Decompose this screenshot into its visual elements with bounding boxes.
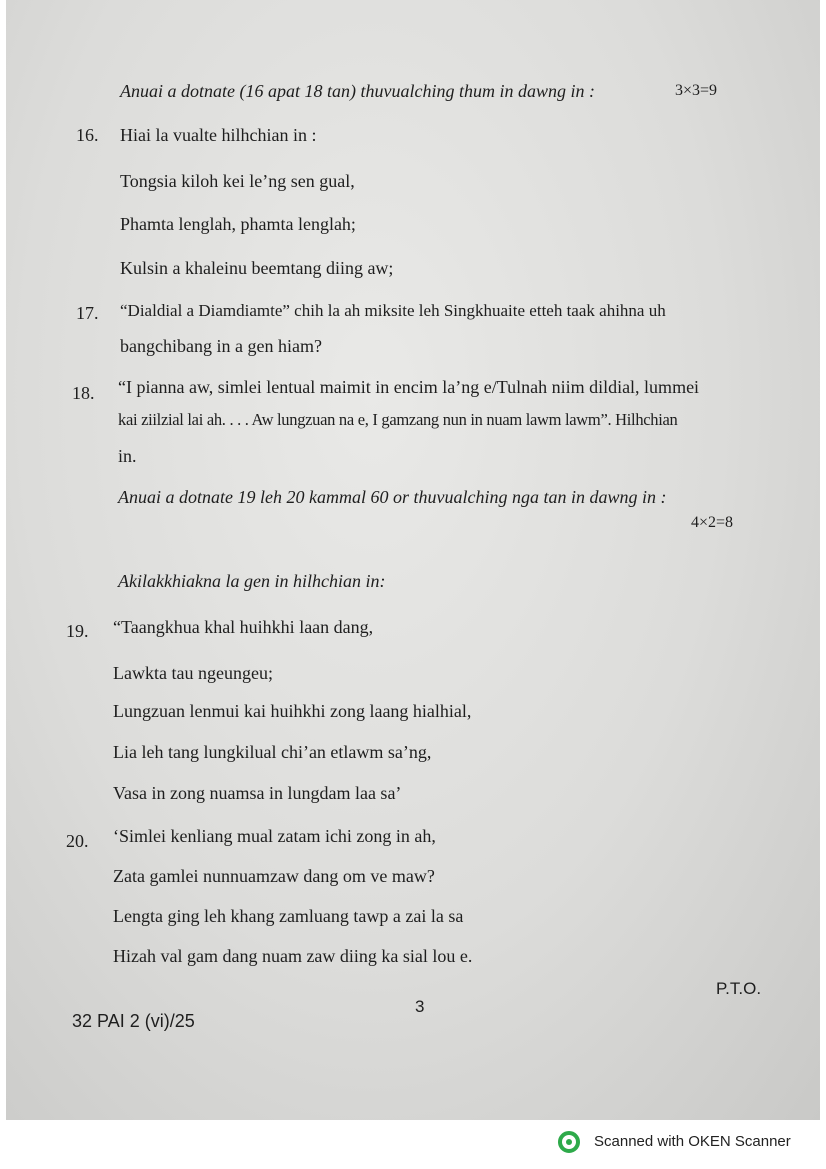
question-16-line-2: Phamta lenglah, phamta lenglah; (120, 214, 356, 234)
question-16-line-1: Tongsia kiloh kei le’ng sen gual, (120, 171, 355, 191)
question-19-line-5: Vasa in zong nuamsa in lungdam laa sa’ (113, 783, 402, 803)
section-2-sub-instruction: Akilakkhiakna la gen in hilhchian in: (118, 571, 386, 591)
question-16-line-3: Kulsin a khaleinu beemtang diing aw; (120, 258, 394, 278)
question-20-line-2: Zata gamlei nunnuamzaw dang om ve maw? (113, 866, 435, 886)
question-18-line-1: “I pianna aw, simlei lentual maimit in encim la’ng e/Tulnah niim dildial, lummei (118, 377, 700, 397)
oken-scanner-logo-icon (558, 1131, 580, 1153)
question-16-prompt: Hiai la vualte hilhchian in : (120, 125, 317, 145)
question-19-line-4: Lia leh tang lungkilual chi’an etlawm sa’ng, (113, 742, 432, 762)
question-19-line-2: Lawkta tau ngeungeu; (113, 663, 273, 683)
question-20-line-1: ‘Simlei kenliang mual zatam ichi zong in ah, (113, 826, 436, 846)
question-20-line-4: Hizah val gam dang nuam zaw diing ka sial lou e. (113, 946, 473, 966)
section-2-marks: 4×2=8 (691, 514, 734, 531)
question-20-line-3: Lengta ging leh khang zamluang tawp a zai la sa (113, 906, 464, 926)
question-19-line-1: “Taangkhua khal huihkhi laan dang, (113, 617, 374, 637)
question-19-line-3: Lungzuan lenmui kai huihkhi zong laang hialhial, (113, 701, 472, 721)
scanner-watermark-text: Scanned with OKEN Scanner (594, 1133, 791, 1150)
question-17-number: 17. (76, 303, 99, 323)
section-1-instruction: Anuai a dotnate (16 apat 18 tan) thuvualching thum in dawng in : (120, 81, 595, 101)
section-2-instruction: Anuai a dotnate 19 leh 20 kammal 60 or thuvualching nga tan in dawng in : (118, 487, 667, 507)
question-19-number: 19. (66, 621, 89, 641)
section-1-marks: 3×3=9 (675, 82, 718, 99)
paper-code: 32 PAI 2 (vi)/25 (72, 1011, 195, 1031)
question-18-number: 18. (72, 383, 95, 403)
pto-label: P.T.O. (716, 979, 762, 998)
page-number: 3 (415, 997, 425, 1016)
question-17-line-1: “Dialdial a Diamdiamte” chih la ah miksite leh Singkhuaite etteh taak ahihna uh (120, 301, 666, 320)
question-16-number: 16. (76, 125, 99, 145)
question-18-line-2: kai ziilzial lai ah. . . . Aw lungzuan na e, I gamzang nun in nuam lawm lawm”. Hilhchian (118, 410, 678, 429)
question-20-number: 20. (66, 831, 89, 851)
question-18-line-3: in. (118, 446, 137, 466)
question-17-line-2: bangchibang in a gen hiam? (120, 336, 322, 356)
scanned-page (6, 0, 820, 1120)
